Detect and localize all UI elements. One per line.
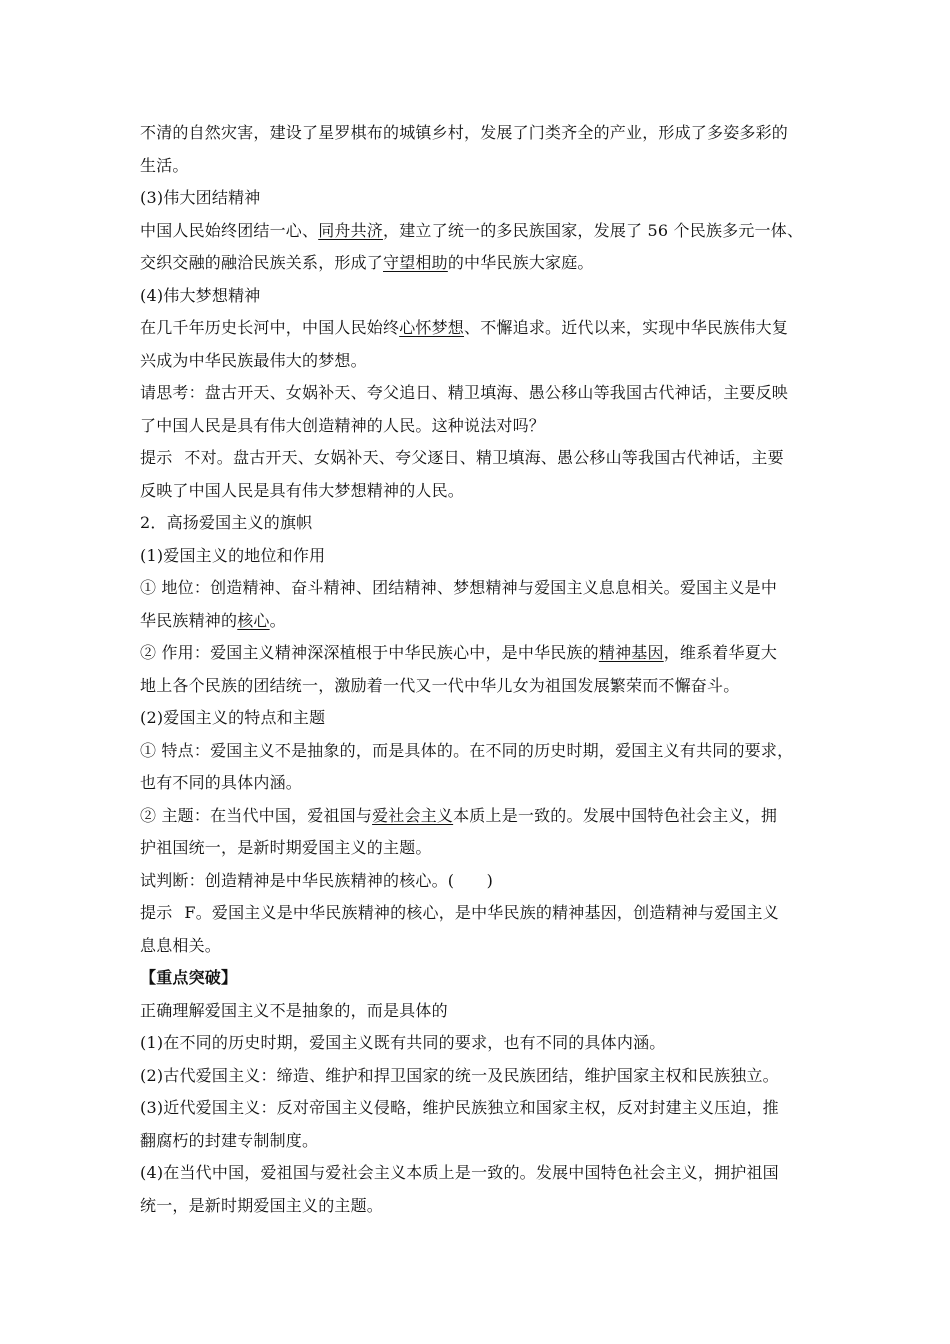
underlined-keyword: 核心 — [237, 610, 270, 630]
text-line: 正确理解爱国主义不是抽象的，而是具体的 — [140, 1000, 448, 1020]
list-item: 翻腐朽的封建专制制度。 — [140, 1130, 319, 1150]
text-line: 交织交融的融洽民族关系，形成了守望相助的中华民族大家庭。 — [140, 253, 594, 272]
question-line: 试判断：创造精神是中华民族精神的核心。( ) — [140, 870, 494, 890]
section-heading: 2．高扬爱国主义的旗帜 — [140, 513, 313, 532]
text-line: 护祖国统一，是新时期爱国主义的主题。 — [140, 838, 432, 857]
underlined-keyword: 爱社会主义 — [372, 805, 454, 825]
hint-line: 提示 F。爱国主义是中华民族精神的核心，是中华民族的精神基因，创造精神与爱国主义 — [140, 903, 779, 922]
text-line: ① 地位：创造精神、奋斗精神、团结精神、梦想精神与爱国主义息息相关。爱国主义是中 — [140, 578, 778, 597]
subsection-heading: (2)爱国主义的特点和主题 — [140, 708, 326, 727]
text-line: ① 特点：爱国主义不是抽象的，而是具体的。在不同的历史时期，爱国主义有共同的要求， — [140, 740, 794, 760]
text-line: 不清的自然灾害，建设了星罗棋布的城镇乡村，发展了门类齐全的产业，形成了多姿多彩的 — [140, 123, 789, 142]
list-item: (4)在当代中国，爱祖国与爱社会主义本质上是一致的。发展中国特色社会主义，拥护祖国 — [140, 1163, 779, 1182]
text-line: ② 主题：在当代中国，爱祖国与爱社会主义本质上是一致的。发展中国特色社会主义，拥 — [140, 805, 778, 825]
underlined-keyword: 守望相助 — [383, 253, 448, 272]
hint-line: 息息相关。 — [140, 935, 222, 955]
question-line: 请思考：盘古开天、女娲补天、夸父追日、精卫填海、愚公移山等我国古代神话，主要反映 — [140, 383, 789, 402]
question-line: 了中国人民是具有伟大创造精神的人民。这种说法对吗？ — [140, 415, 546, 435]
hint-line: 提示 不对。盘古开天、女娲补天、夸父逐日、精卫填海、愚公移山等我国古代神话，主要 — [140, 448, 784, 467]
text-line: 中国人民始终团结一心、同舟共济，建立了统一的多民族国家，发展了 56 个民族多元一体、 — [140, 220, 804, 240]
text-line: 在几千年历史长河中，中国人民始终心怀梦想、不懈追求。近代以来，实现中华民族伟大复 — [140, 318, 789, 337]
text-line: 地上各个民族的团结统一，激励着一代又一代中华儿女为祖国发展繁荣而不懈奋斗。 — [140, 675, 740, 695]
list-item: (3)近代爱国主义：反对帝国主义侵略，维护民族独立和国家主权，反对封建主义压迫，推 — [140, 1098, 779, 1117]
list-item: (1)在不同的历史时期，爱国主义既有共同的要求，也有不同的具体内涵。 — [140, 1033, 666, 1052]
key-points-heading: 【重点突破】 — [140, 968, 238, 987]
underlined-keyword: 同舟共济 — [318, 220, 384, 240]
text-line: ② 作用：爱国主义精神深深植根于中华民族心中，是中华民族的精神基因，维系着华夏大 — [140, 643, 778, 662]
list-item: (2)古代爱国主义：缔造、维护和捍卫国家的统一及民族团结，维护国家主权和民族独立。 — [140, 1065, 779, 1085]
underlined-keyword: 心怀梦想 — [399, 318, 465, 337]
underlined-keyword: 精神基因 — [598, 643, 664, 662]
text-line: 兴成为中华民族最伟大的梦想。 — [140, 350, 367, 370]
subsection-heading: (1)爱国主义的地位和作用 — [140, 545, 326, 565]
document-page — [140, 117, 820, 1222]
text-line: 生活。 — [140, 155, 189, 175]
section-heading: (4)伟大梦想精神 — [140, 285, 261, 305]
list-item: 统一，是新时期爱国主义的主题。 — [140, 1195, 384, 1215]
hint-line: 反映了中国人民是具有伟大梦想精神的人民。 — [140, 480, 465, 500]
text-line: 华民族精神的核心。 — [140, 610, 286, 630]
text-line: 也有不同的具体内涵。 — [140, 773, 303, 792]
section-heading: (3)伟大团结精神 — [140, 188, 261, 207]
